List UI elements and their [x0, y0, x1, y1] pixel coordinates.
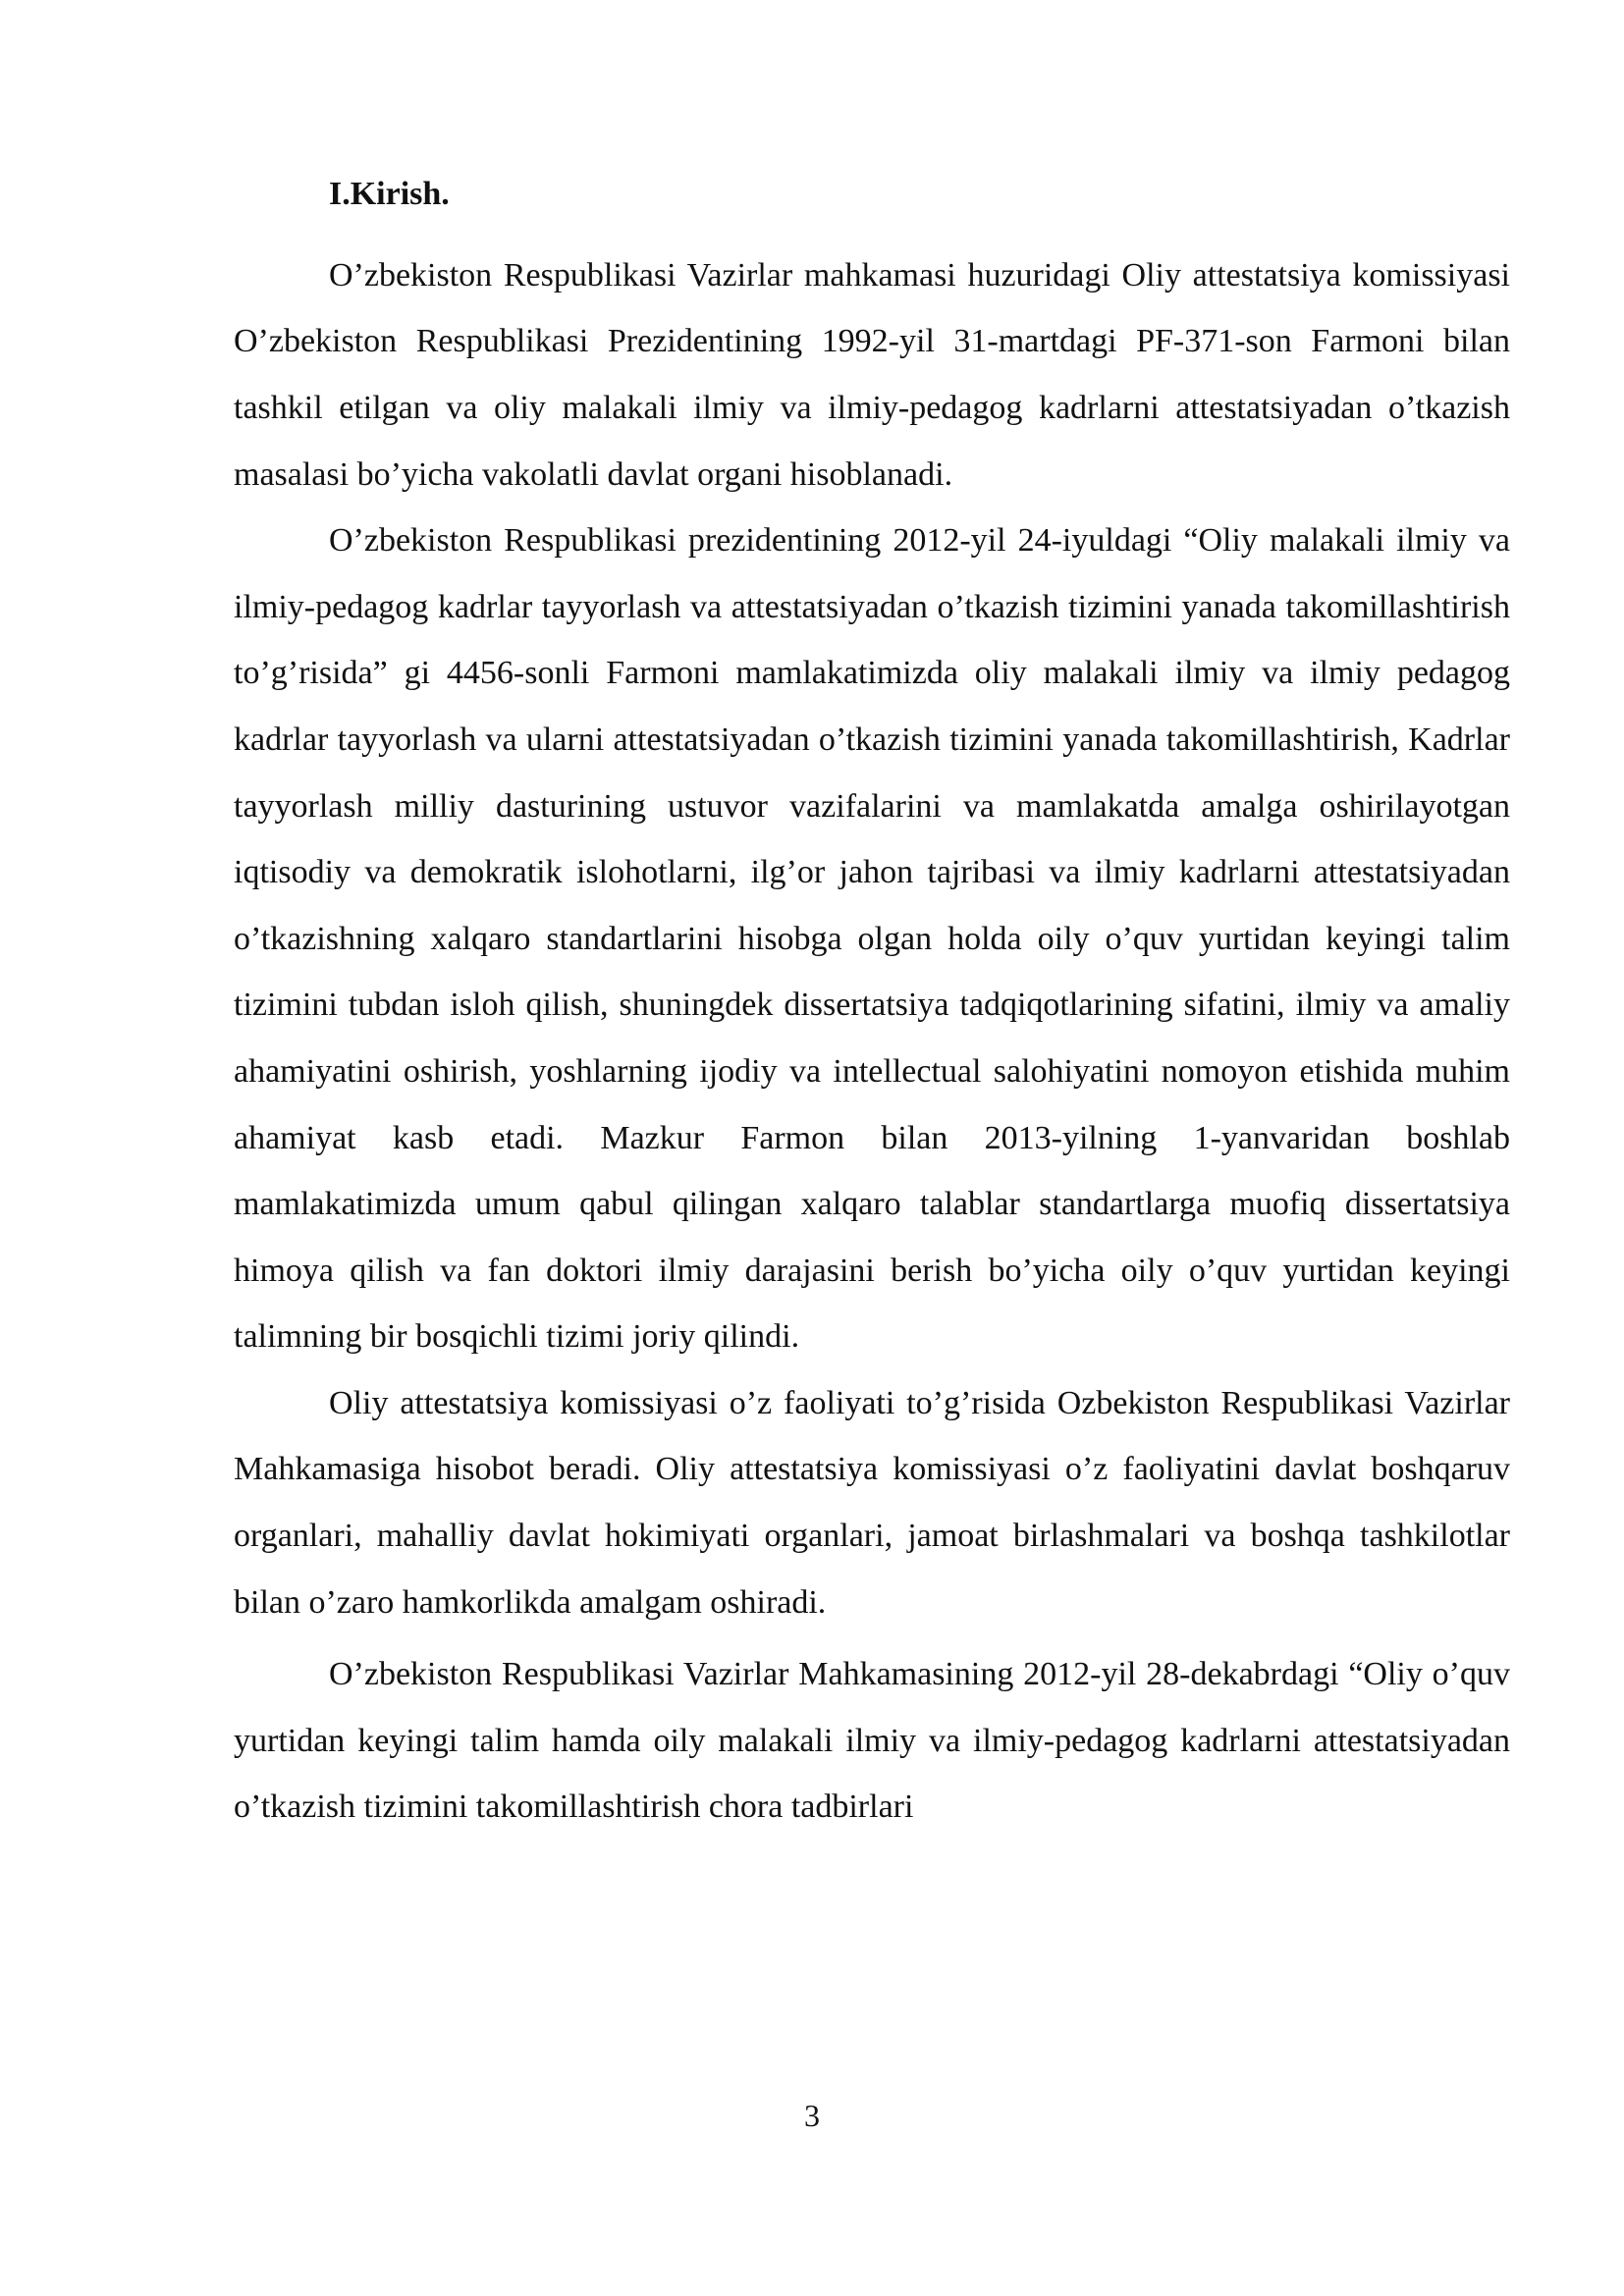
section-heading: I.Kirish.	[329, 176, 450, 212]
paragraph-1: O’zbekiston Respublikasi Vazirlar mahkamasi huzuridagi Oliy attestatsiya komissiyasi O’zbekiston Respublikasi Prezidentining 1992-yil 31-martdagi PF-371-son Farmoni bilan tashkil etilgan va oliy malakali ilmiy va ilmiy-pedagog kadrlarni attestatsiyadan o’tkazish masalasi bo’yicha vakolatli davlat organi hisoblanadi.	[234, 256, 1510, 493]
paragraph-2: O’zbekiston Respublikasi prezidentining 2012-yil 24-iyuldagi “Oliy malakali ilmiy va ilmiy-pedagog kadrlar tayyorlash va attestatsiyadan o’tkazish tizimini yanada takomillashtirish to’g’risida” gi 4456-sonli Farmoni mamlakatimizda oliy malakali ilmiy va ilmiy pedagog kadrlar tayyorlash va ularni attestatsiyadan o’tkazish tizimini yanada takomillashtirish, Kadrlar tayyorlash milliy dasturining ustuvor vazifalarini va mamlakatda amalga oshirilayotgan iqtisodiy va demokratik islohotlarni, ilg’or jahon tajribasi va ilmiy kadrlarni attestatsiyadan o’tkazishning xalqaro standartlarini hisobga olgan holda oily o’quv yurtidan keyingi talim tizimini tubdan isloh qilish, shuningdek dissertatsiya tadqiqotlarining sifatini, ilmiy va amaliy ahamiyatini oshirish, yoshlarning ijodiy va intellectual salohiyatini nomoyon etishida muhim ahamiyat kasb etadi. Mazkur Farmon bilan 2013-yilning 1-yanvaridan boshlab mamlakatimizda umum qabul qilingan xalqaro talablar standartlarga muofiq dissertatsiya himoya qilish va fan doktori ilmiy darajasini berish bo’yicha oily o’quv yurtidan keyingi talimning bir bosqichli tizimi joriy qilindi.	[234, 522, 1510, 1356]
paragraph-3: Oliy attestatsiya komissiyasi o’z faoliyati to’g’risida Ozbekiston Respublikasi Vazirlar Mahkamasiga hisobot beradi. Oliy attestatsiya komissiyasi o’z faoliyatini davlat boshqaruv organlari, mahalliy davlat hokimiyati organlari, jamoat birlashmalari va boshqa tashkilotlar bilan o’zaro hamkorlikda amalgam oshiradi.	[234, 1384, 1510, 1621]
page-number: 3	[804, 2098, 820, 2133]
paragraph-4: O’zbekiston Respublikasi Vazirlar Mahkamasining 2012-yil 28-dekabrdagi “Oliy o’quv yurtidan keyingi talim hamda oily malakali ilmiy va ilmiy-pedagog kadrlarni attestatsiyadan o’tkazish tizimini takomillashtirish chora tadbirlari	[234, 1656, 1510, 1826]
document-body	[234, 167, 1510, 1841]
